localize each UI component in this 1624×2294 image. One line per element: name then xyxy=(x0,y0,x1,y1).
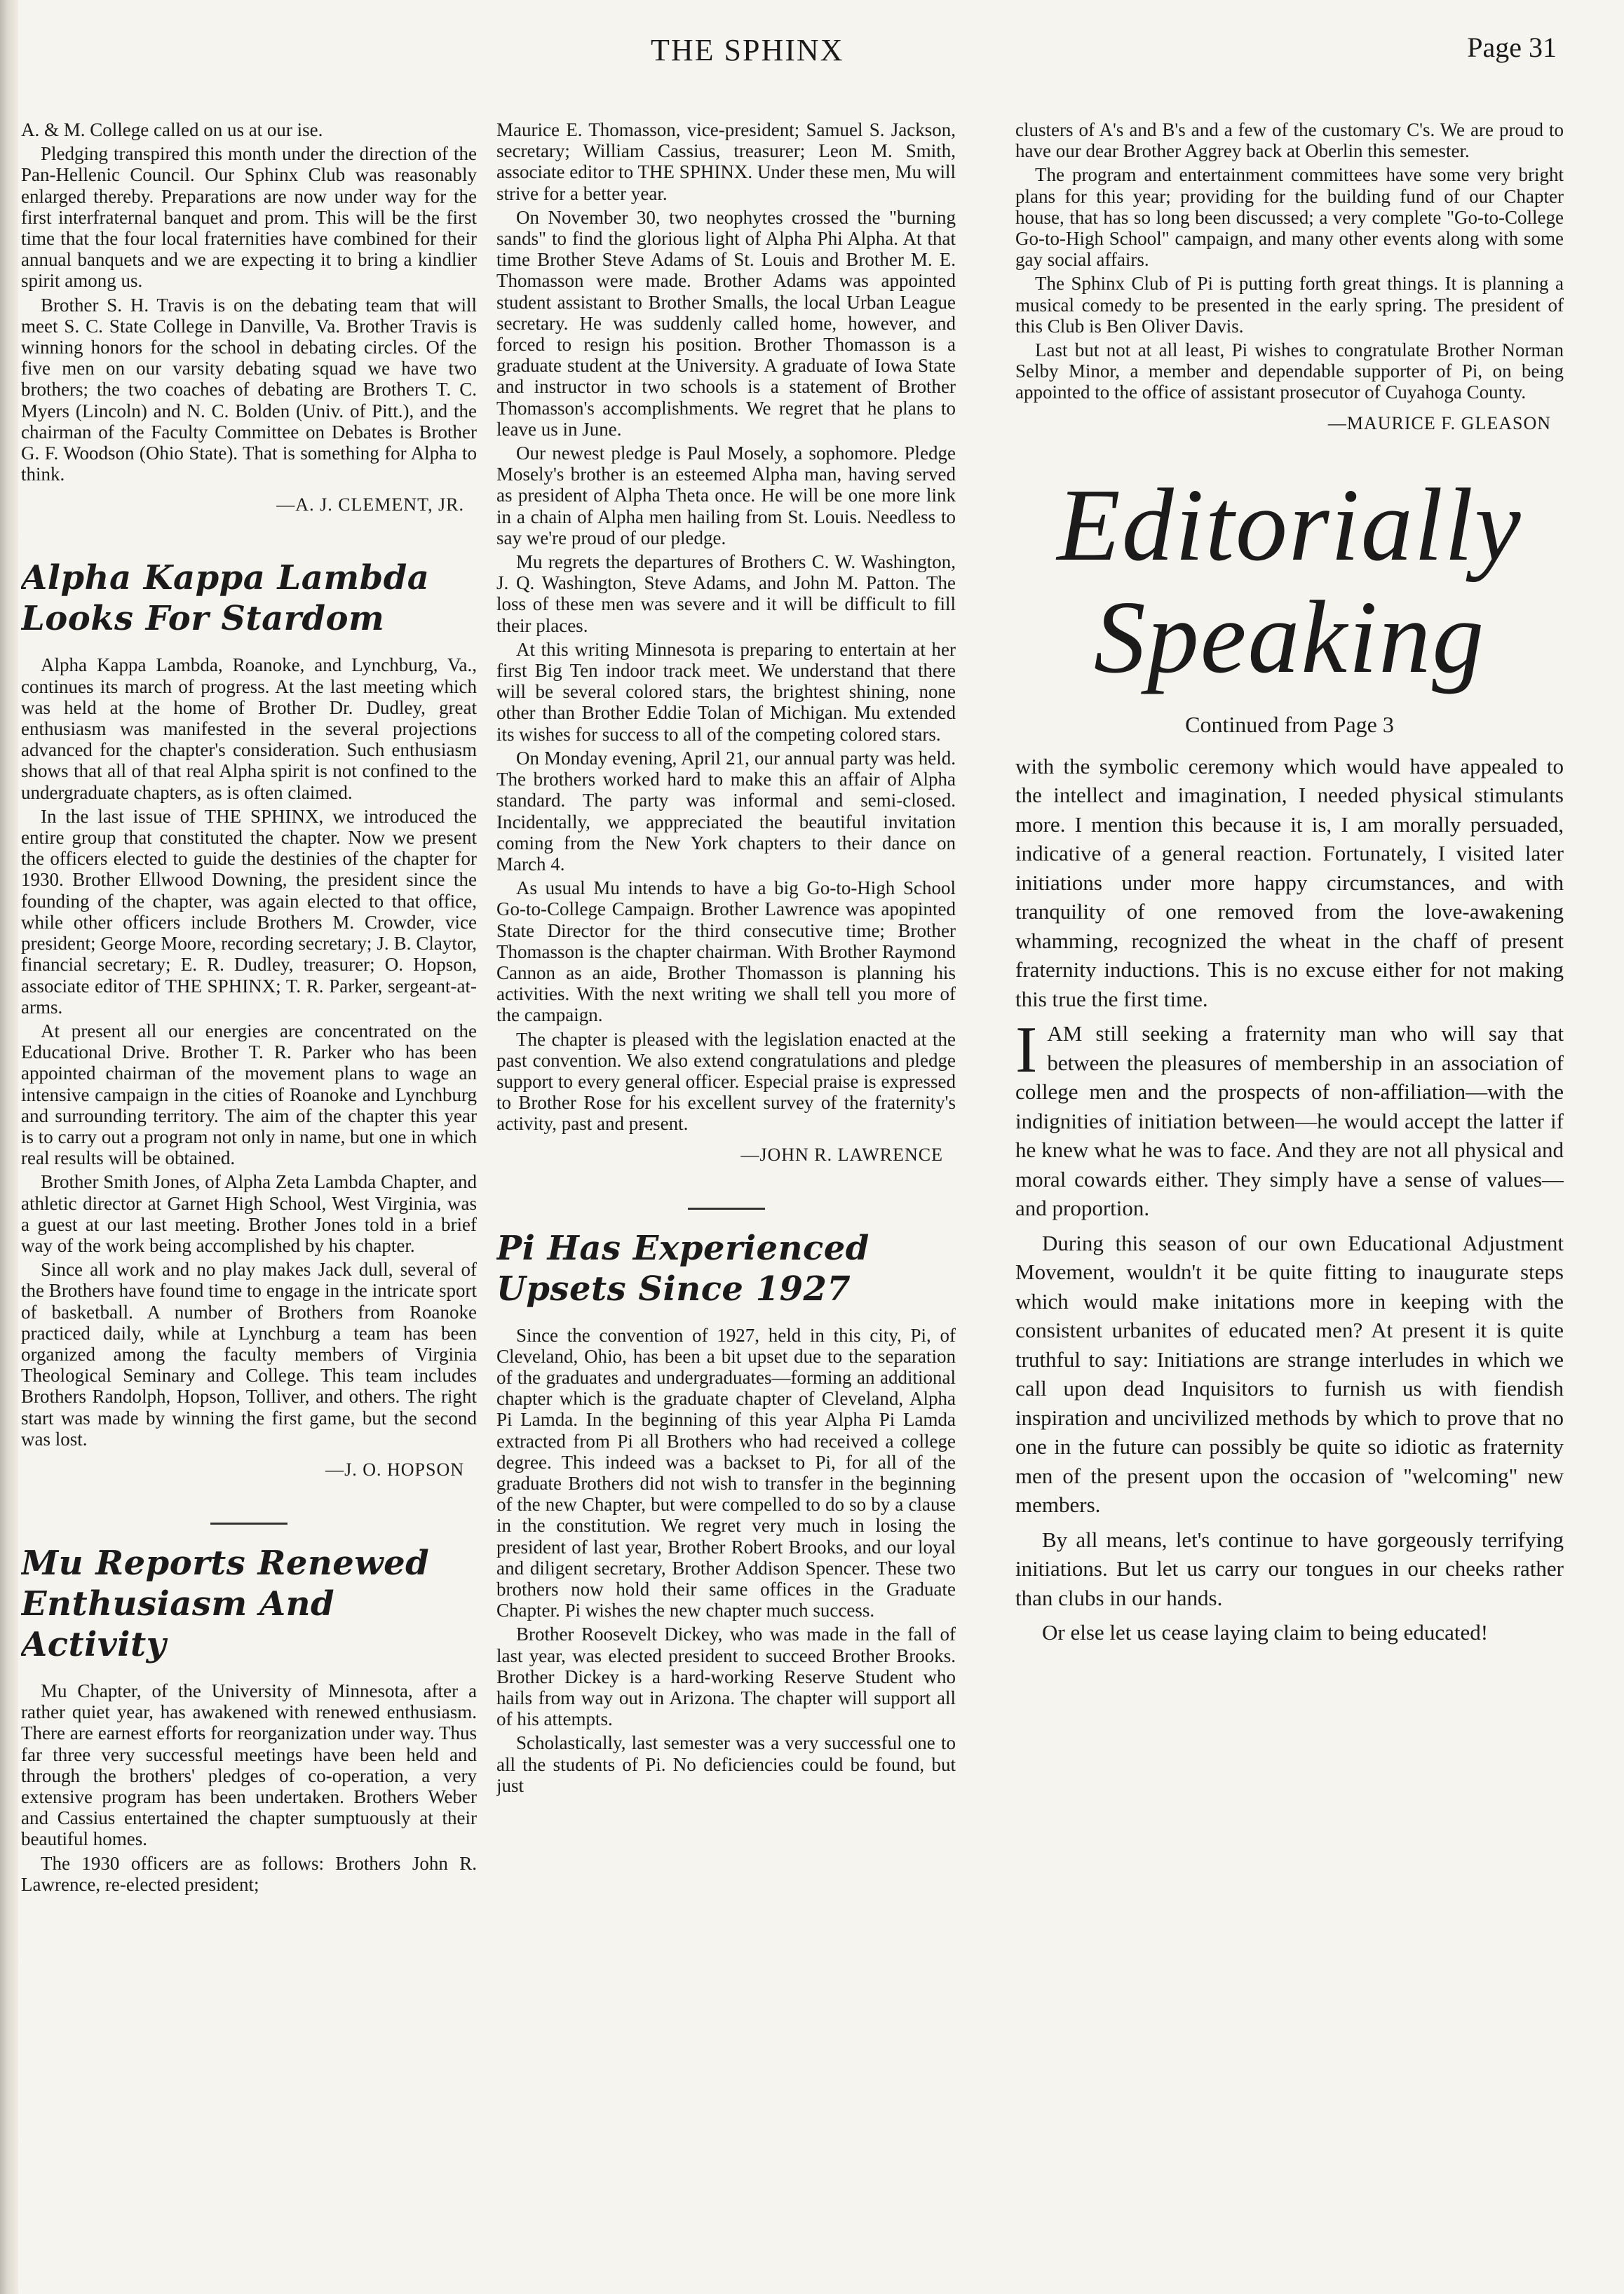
editorial-title xyxy=(1015,469,1564,694)
article-paragraph: A. & M. College called on us at our ise. xyxy=(21,119,323,140)
section-divider xyxy=(688,1208,765,1210)
article-paragraph: The Sphinx Club of Pi is putting forth great things. It is planning a musical comedy to be presented in the early spring. The president of this Club is Ben Oliver Davis. xyxy=(1015,273,1564,337)
byline: —A. J. CLEMENT, JR. xyxy=(276,494,464,515)
article-headline: Pi Has Experienced Upsets Since 1927 xyxy=(496,1228,869,1309)
column-right xyxy=(1015,119,1564,2251)
editorial-paragraph xyxy=(1015,1013,1564,1223)
article-paragraph: Mu Chapter, of the University of Minnesota, after a rather quiet year, has awakened with renewed enthusiasm. There are earnest efforts for reorganization under way. Thus far three very successful meetings have been held and through the brothers' pledges of co-operation, a very extensive program has been undertaken. Brothers Weber and Cassius entertained the chapter sumptuously at their beautiful homes. xyxy=(21,1680,477,1850)
article-paragraph: On Monday evening, April 21, our annual party was held. The brothers worked hard to make this an affair of Alpha standard. The party was informal and semi-closed. Incidentally, we apppreciated the beautiful invitation coming from the New York chapters to their dance on March 4. xyxy=(496,747,956,875)
editorial-body xyxy=(1015,752,1564,1647)
article-paragraph: Since the convention of 1927, held in this city, Pi, of Cleveland, Ohio, has been a bit upset due to the separation of the graduates and undergraduates—forming an additional chapter which is the graduate chapter of Cleveland, Alpha Pi Lamda. In the beginning of this year Alpha Pi Lamda extracted from Pi all Brothers who had received a college degree. This indeed was a backset to Pi, for all of the graduate Brothers did not wish to transfer in the beginning of the new Chapter, but were compelled to do so by a clause in the constitution. We regret very much in losing the president of last year, Brother Robert Brooks, and our loyal and diligent secretary, Brother Addison Spencer. These two brothers now hold their same offices in the Graduate Chapter. Pi wishes the new chapter much success. xyxy=(496,1324,956,1621)
running-head xyxy=(0,28,1624,77)
article-paragraph: Alpha Kappa Lambda, Roanoke, and Lynchburg, Va., continues its march of progress. At the last meeting which was held at the home of Brother Dr. Dudley, great enthusiasm was manifested in the several projections advanced for the chapter's consideration. Such enthusiasm shows that all of that real Alpha spirit is not confined to the undergraduate chapters, as is often claimed. xyxy=(21,654,477,803)
article-paragraph: As usual Mu intends to have a big Go-to-High School Go-to-College Campaign. Brother Lawrence was apopinted State Director for the third consecutive time; Brother Thomasson is the chapter chairman. With Brother Raymond Cannon as an aide, Brother Thomasson is planning his activities. With the next writing we shall tell you more of the campaign. xyxy=(496,877,956,1026)
article-paragraph: Scholastically, last semester was a very successful one to all the students of Pi. No deficiencies could be found, but just xyxy=(496,1732,956,1796)
editorial-paragraph: During this season of our own Educational Adjustment Movement, wouldn't it be quite fitting to inaugurate steps which would make initations more in keeping with the consistent urbanites of educated men? At present it is quite truthful to say: Initiations are strange interludes in which we call upon dead Inquisitors to furnish us with fiendish inspiration and uncivilized methods by which to prove that no one in the future can possibly be quite so idiotic as fraternity men of the present upon the occasion of "welcoming" new members. xyxy=(1015,1230,1564,1518)
article-paragraph: At present all our energies are concentrated on the Educational Drive. Brother T. R. Parker who has been appointed chairman of the movement plans to wage an intensive campaign in the cities of Roanoke and Lynchburg and surrounding territory. The aim of the chapter this year is to carry out a program not only in name, but one in which real results will be obtained. xyxy=(21,1020,477,1169)
article-headline: Mu Reports Renewed Enthusiasm And Activity xyxy=(21,1543,430,1664)
article-paragraph: Maurice E. Thomasson, vice-president; Samuel S. Jackson, secretary; William Cassius, treasurer; Leon M. Smith, associate editor to THE SPHINX. Under these men, Mu will strive for a better year. xyxy=(496,119,956,204)
editorial-paragraph: Or else let us cease laying claim to being educated! xyxy=(1042,1620,1489,1645)
article-paragraph: The program and entertainment committees have some very bright plans for this year; providing for the building fund of our Chapter house, that has so long been discussed; a very complete "Go-to-College Go-to-High School" campaign, and many other events along with some gay social affairs. xyxy=(1015,164,1564,271)
article-paragraph: The 1930 officers are as follows: Brothers John R. Lawrence, re-elected president; xyxy=(21,1852,477,1895)
article-paragraph: Brother S. H. Travis is on the debating team that will meet S. C. State College in Danville, Va. Brother Travis is winning honors for the school in debating circles. Of the five men on our varsity debating squad we have two brothers; the two coaches of debating are Brothers T. C. Myers (Lincoln) and N. C. Bolden (Univ. of Pitt.), and the chairman of the Faculty Committee on Debates is Brother G. F. Woodson (Ohio State). That is something for Alpha to think. xyxy=(21,294,477,485)
article-paragraph: Mu regrets the departures of Brothers C. W. Washington, J. Q. Washington, Steve Adams, and John M. Patton. The loss of these men was severe and it will be difficult to fill their places. xyxy=(496,551,956,636)
byline: —MAURICE F. GLEASON xyxy=(1327,412,1551,433)
byline: —J. O. HOPSON xyxy=(325,1459,464,1480)
article-paragraph: Brother Roosevelt Dickey, who was made in the fall of last year, was elected president to succeed Brother Brooks. Brother Dickey is a hard-working Reserve Student who hails from way out in Arizona. The chapter will support all of his attempts. xyxy=(496,1624,956,1730)
byline: —JOHN R. LAWRENCE xyxy=(740,1144,943,1165)
column-middle xyxy=(496,119,956,2230)
article-paragraph: At this writing Minnesota is preparing to entertain at her first Big Ten indoor track meet. We understand that there will be several colored stars, the brightest shining, none other than Brother Eddie Tolan of Michigan. Mu extended its wishes for success to all of the competing colored stars. xyxy=(496,638,956,745)
continued-note: Continued from Page 3 xyxy=(1185,711,1394,737)
article-paragraph: Pledging transpired this month under the direction of the Pan-Hellenic Council. Our Sphinx Club was reasonably enlarged thereby. Preparations are now under way for the first interfraternal banquet and prom. This will be the first time that the four local fraternities have combined for their annual banquets and we are expecting it to bring a kindlier spirit among us. xyxy=(21,143,477,292)
article-paragraph: clusters of A's and B's and a few of the customary C's. We are proud to have our dear Brother Aggrey back at Oberlin this semester. xyxy=(1015,119,1564,162)
article-headline: Alpha Kappa Lambda Looks For Stardom xyxy=(21,558,430,639)
section-divider xyxy=(210,1523,287,1525)
editorial-text: AM still seeking a fraternity man who will say that between the pleasures of membership in an association of college men and the prospects of non-affiliation—with the indignities of initiation between—he would accept the latter if he knew what he was to face. And they are not all physical and moral cowards either. They simply have a sense of values—and proportion. xyxy=(1015,1021,1564,1221)
article-paragraph: On November 30, two neophytes crossed the "burning sands" to find the glorious light of Alpha Phi Alpha. At that time Brother Steve Adams of St. Louis and Brother M. E. Thomasson were made. Brother Adams was appointed student assistant to Brother Smalls, the local Urban League secretary. He was suddenly called home, however, and forced to resign his position. Brother Thomasson is a graduate student at the University. A graduate of Iowa State and instructor in two schools is a statement of Brother Thomasson's accomplishments. We regret that he plans to leave us in June. xyxy=(496,206,956,440)
column-left xyxy=(21,119,477,2216)
page-number: Page 31 xyxy=(1467,32,1557,63)
journal-title: THE SPHINX xyxy=(651,33,844,67)
article-paragraph: Brother Smith Jones, of Alpha Zeta Lambda Chapter, and athletic director at Garnet High School, West Virginia, was a guest at our last meeting. Brother Jones told in a brief way of the work being accomplished by his chapter. xyxy=(21,1171,477,1256)
article-paragraph: The chapter is pleased with the legislation enacted at the past convention. We also extend congratulations and pledge support to every general officer. Especial praise is expressed to Brother Rose for his excellent survey of the fraternity's activity, past and present. xyxy=(496,1028,956,1135)
drop-cap: I xyxy=(1015,1013,1038,1087)
article-paragraph: In the last issue of THE SPHINX, we introduced the entire group that constituted the chapter. Now we present the officers elected to guide the destinies of the chapter for 1930. Brother Ellwood Downing, the president since the founding of the chapter, was again elected to that office, while other officers include Brothers M. Crowder, vice president; George Moore, recording secretary; J. B. Claytor, financial secretary; E. R. Dudley, treasurer; O. Hopson, associate editor of THE SPHINX; T. R. Parker, sergeant-at-arms. xyxy=(21,805,477,1018)
article-paragraph: Since all work and no play makes Jack dull, several of the Brothers have found time to engage in the intricate sport of basketball. A number of Brothers from Roanoke practiced daily, while at Lynchburg a team has been organized among the faculty members of Virginia Theological Seminary and College. This team includes Brothers Randolph, Hopson, Tolliver, and others. The right start was made by winning the first game, but the second was lost. xyxy=(21,1259,477,1450)
article-paragraph: Last but not at all least, Pi wishes to congratulate Brother Norman Selby Minor, a member and dependable supporter of Pi, on being appointed to the office of assistant prosecutor of Cuyahoga County. xyxy=(1015,339,1564,403)
editorial-title-line: Speaking xyxy=(1093,579,1486,695)
article-paragraph: Our newest pledge is Paul Mosely, a sophomore. Pledge Mosely's brother is an esteemed Alpha man, having served as president of Alpha Theta once. He will be one more link in a chain of Alpha men hailing from St. Louis. Needless to say we're proud of our pledge. xyxy=(496,443,956,548)
editorial-paragraph: with the symbolic ceremony which would have appealed to the intellect and imagination, I needed physical stimulants more. I mention this because it is, I am morally persuaded, indicative of a general reaction. Fortunately, I visited later initiations under more happy circumstances, and with tranquility of one removed from the love-awakening whamming, recognized the wheat in the chaff of present fraternity inductions. This is no excuse either for not making this true the first time. xyxy=(1015,753,1564,1011)
binding-gutter xyxy=(0,0,18,2294)
editorial-paragraph: By all means, let's continue to have gorgeously terrifying initiations. But let us carry our tongues in our cheeks rather than clubs in our hands. xyxy=(1015,1527,1564,1610)
editorial-title-line: Editorially xyxy=(1057,467,1522,583)
